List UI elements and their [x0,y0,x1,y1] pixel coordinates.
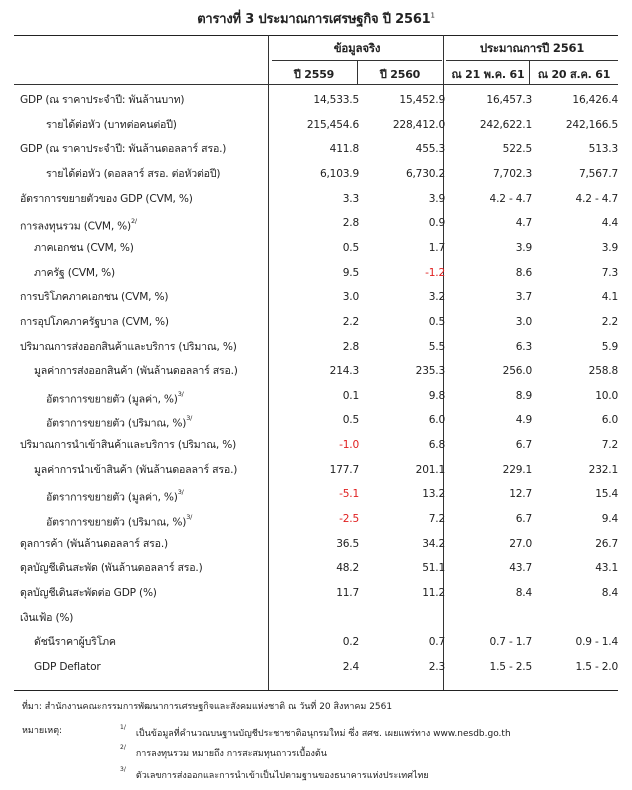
footnote-2 [120,744,327,761]
footnote-1-text: เป็นข้อมูลที่คำนวณบนฐานบัญชีประชาชาติอนุกรมใหม่ ซึ่ง สศช. เผยแพร่ทาง www.nesdb.go.th [135,729,511,739]
row-label-text: การลงทุนรวม (CVM, %) [20,220,131,233]
row-label [20,212,137,238]
table-cell: 3.9 [601,241,618,254]
table-top-border [14,35,618,36]
table-cell: 0.5 [342,414,359,427]
table-cell: -1.0 [339,439,359,452]
table-cell: 8.9 [515,389,532,402]
notes-label: หมายเหตุ: [22,726,63,736]
footnote-2-mark: 2/ [120,744,126,751]
table-cell: 0.9 [428,217,445,230]
table-cell: 0.7 - 1.7 [489,636,532,649]
table-cell: 228,412.0 [392,118,445,131]
table-row [14,286,618,308]
table-cell: -5.1 [339,488,359,501]
row-label-text: อัตราการขยายตัว (มูลค่า, %) [46,491,178,504]
row-label-text: การอุปโภคภาครัฐบาล (CVM, %) [20,315,169,328]
table-cell: 3.9 [428,192,445,205]
row-label-text: ปริมาณการส่งออกสินค้าและบริการ (ปริมาณ, %) [20,340,237,353]
row-label-text: GDP (ณ ราคาประจำปี: พันล้านดอลลาร์ สรอ.) [20,143,227,156]
table-row [14,459,618,481]
table-cell: 258.8 [588,365,618,378]
forecast-group-underline [446,60,618,61]
table-cell: 6.0 [601,414,618,427]
table-cell: 7.3 [601,266,618,279]
table-cell: 3.7 [515,291,532,304]
header-bottom-border [14,84,618,85]
row-label [20,533,168,555]
table-cell: 6.7 [515,513,532,526]
title-footnote-mark: 1 [430,11,435,20]
table-cell: 201.1 [415,463,445,476]
table-cell: 177.7 [329,463,359,476]
table-cell: 4.2 - 4.7 [489,192,532,205]
table-cell: 48.2 [336,562,359,575]
row-label [34,459,237,481]
row-label [20,607,73,629]
table-cell: -2.5 [339,513,359,526]
table-bottom-border [14,690,618,691]
row-label-text: ดัชนีราคาผู้บริโภค [34,636,116,649]
table-cell: 11.2 [422,587,445,599]
table-cell: 229.1 [502,463,532,476]
table-cell: 34.2 [422,537,445,550]
row-label-text: ปริมาณการนำเข้าสินค้าและบริการ (ปริมาณ, %) [20,439,237,452]
col-header-may-forecast: ณ 21 พ.ค. 61 [451,68,525,81]
row-label [20,188,193,210]
table-cell: 4.9 [515,414,532,427]
table-cell: 7,567.7 [578,167,618,180]
table-cell: 6.8 [428,439,445,452]
row-label [20,89,184,111]
footnote-1 [120,724,511,741]
row-label [34,262,115,284]
table-cell: 8.4 [601,587,618,599]
table-row [14,188,618,210]
row-label [34,631,116,653]
table-cell: 12.7 [509,488,532,501]
table-cell: 8.6 [515,266,532,279]
table-cell: 2.2 [342,315,359,328]
table-cell: 215,454.6 [306,118,359,131]
table-cell: 11.7 [336,587,359,599]
row-label-text: มูลค่าการนำเข้าสินค้า (พันล้านดอลลาร์ สรอ.) [34,463,238,476]
table-cell: 3.0 [342,291,359,304]
row-footnote-mark: 3/ [177,389,184,398]
table-cell: 513.3 [588,143,618,156]
table-cell: 51.1 [422,562,445,575]
table-row [14,508,618,530]
table-row [14,212,618,234]
table-cell: 7.2 [601,439,618,452]
row-label [46,508,192,534]
row-label-text: GDP Deflator [34,660,101,673]
table-cell: 235.3 [415,365,445,378]
row-label [20,336,237,358]
actual-group-header: ข้อมูลจริง [333,41,381,55]
table-row [14,89,618,111]
row-footnote-mark: 3/ [177,488,184,497]
table-cell: 26.7 [595,537,618,550]
col-header-2560: ปี 2560 [379,68,421,81]
table-cell: 256.0 [502,365,532,378]
row-label-text: รายได้ต่อหัว (บาทต่อคนต่อปี) [46,118,177,131]
table-cell: 2.4 [342,660,359,673]
table-cell: 14,533.5 [313,94,359,106]
table-cell: 6,730.2 [405,167,445,180]
table-cell: 4.1 [601,291,618,304]
table-row [14,163,618,185]
table-cell: 15.4 [595,488,618,501]
source-note: ที่มา: สำนักงานคณะกรรมการพัฒนาการเศรษฐกิจและสังคมแห่งชาติ ณ วันที่ 20 สิงหาคม 2561 [22,702,393,712]
row-label [20,138,226,160]
table-row [14,409,618,431]
table-cell: -1.2 [425,266,445,279]
table-row [14,533,618,555]
row-label [46,163,220,185]
table-cell: 7,702.3 [492,167,532,180]
table-cell: 0.9 - 1.4 [575,636,618,649]
footnote-3-text: ตัวเลขการส่งออกและการนำเข้าเป็นไปตามฐานของธนาคารแห่งประเทศไทย [135,771,429,781]
table-cell: 2.8 [342,340,359,353]
table-cell: 2.3 [428,660,445,673]
table-row [14,631,618,653]
table-cell: 0.2 [342,636,359,649]
table-cell: 1.5 - 2.0 [575,660,618,673]
table-cell: 0.1 [342,389,359,402]
row-footnote-mark: 3/ [186,513,193,522]
table-cell: 10.0 [595,389,618,402]
table-cell: 1.5 - 2.5 [489,660,532,673]
row-label [20,582,157,604]
table-row [14,336,618,358]
row-label-text: การบริโภคภาคเอกชน (CVM, %) [20,291,169,304]
table-cell: 27.0 [509,537,532,550]
row-label-text: ดุลการค้า (พันล้านดอลลาร์ สรอ.) [20,537,168,550]
col-header-2559: ปี 2559 [293,68,335,81]
table-cell: 0.7 [428,636,445,649]
table-row [14,557,618,579]
row-label-text: ภาคเอกชน (CVM, %) [34,241,134,254]
table-cell: 6.7 [515,439,532,452]
table-title [0,8,632,29]
row-label-text: ดุลบัญชีเดินสะพัดต่อ GDP (%) [20,587,157,599]
row-label [20,557,203,579]
row-label-text: เงินเฟ้อ (%) [20,611,74,624]
table-row [14,114,618,136]
table-cell: 1.7 [428,241,445,254]
row-label [20,434,236,456]
footnote-1-mark: 1/ [120,724,126,731]
table-cell: 242,166.5 [565,118,618,131]
row-label [34,360,238,382]
table-title-text: ตารางที่ 3 ประมาณการเศรษฐกิจ ปี 2561 [197,12,431,27]
forecast-group-header: ประมาณการปี 2561 [479,41,585,55]
row-label [20,286,168,308]
table-cell: 0.5 [428,315,445,328]
row-label-text: อัตราการขยายตัวของ GDP (CVM, %) [20,192,193,205]
row-label [46,483,184,509]
table-row [14,360,618,382]
table-row [14,582,618,604]
table-cell: 3.0 [515,315,532,328]
table-row [14,237,618,259]
row-label [46,385,184,411]
table-cell: 4.4 [601,217,618,230]
table-cell: 6.0 [428,414,445,427]
table-cell: 13.2 [422,488,445,501]
footnote-3 [120,766,429,783]
table-row [14,262,618,284]
table-cell: 3.9 [515,241,532,254]
table-cell: 6.3 [515,340,532,353]
table-cell: 8.4 [515,587,532,599]
table-row [14,607,618,629]
table-cell: 5.5 [428,340,445,353]
table-cell: 43.7 [509,562,532,575]
table-cell: 232.1 [588,463,618,476]
table-cell: 0.5 [342,241,359,254]
table-cell: 2.8 [342,217,359,230]
row-label-text: อัตราการขยายตัว (ปริมาณ, %) [46,516,187,529]
row-footnote-mark: 3/ [186,414,193,423]
row-label [20,311,169,333]
row-footnote-mark: 2/ [130,217,137,226]
table-row [14,385,618,407]
row-label [34,656,101,678]
table-cell: 455.3 [415,143,445,156]
footnote-2-text: การลงทุนรวม หมายถึง การสะสมทุนถาวรเบื้องต้น [135,749,327,759]
row-label-text: ดุลบัญชีเดินสะพัด (พันล้านดอลลาร์ สรอ.) [20,562,203,575]
table-cell: 43.1 [595,562,618,575]
row-label-text: มูลค่าการส่งออกสินค้า (พันล้านดอลลาร์ สรอ.) [34,365,238,378]
table-cell: 9.5 [342,266,359,279]
table-cell: 6,103.9 [319,167,359,180]
table-cell: 242,622.1 [479,118,532,131]
table-cell: 2.2 [601,315,618,328]
table-cell: 3.2 [428,291,445,304]
row-label-text: อัตราการขยายตัว (ปริมาณ, %) [46,417,187,430]
table-cell: 522.5 [502,143,532,156]
row-label-text: ภาครัฐ (CVM, %) [34,266,115,279]
table-cell: 4.7 [515,217,532,230]
row-label-text: GDP (ณ ราคาประจำปี: พันล้านบาท) [20,94,185,106]
footnote-3-mark: 3/ [120,766,126,773]
table-cell: 16,426.4 [572,94,618,106]
table-row [14,656,618,678]
table-row [14,311,618,333]
col-header-aug-forecast: ณ 20 ส.ค. 61 [537,68,611,81]
row-label [46,409,192,435]
table-cell: 16,457.3 [486,94,532,106]
table-cell: 36.5 [336,537,359,550]
table-row [14,483,618,505]
table-cell: 15,452.9 [399,94,445,106]
row-label-text: อัตราการขยายตัว (มูลค่า, %) [46,393,178,406]
table-cell: 4.2 - 4.7 [575,192,618,205]
table-cell: 7.2 [428,513,445,526]
table-row [14,138,618,160]
row-label-text: รายได้ต่อหัว (ดอลลาร์ สรอ. ต่อหัวต่อปี) [46,167,221,180]
row-label [46,114,177,136]
table-row [14,434,618,456]
table-cell: 9.8 [428,389,445,402]
table-cell: 3.3 [342,192,359,205]
row-label [34,237,134,259]
table-cell: 9.4 [601,513,618,526]
table-cell: 411.8 [329,143,359,156]
table-cell: 214.3 [329,365,359,378]
table-cell: 5.9 [601,340,618,353]
